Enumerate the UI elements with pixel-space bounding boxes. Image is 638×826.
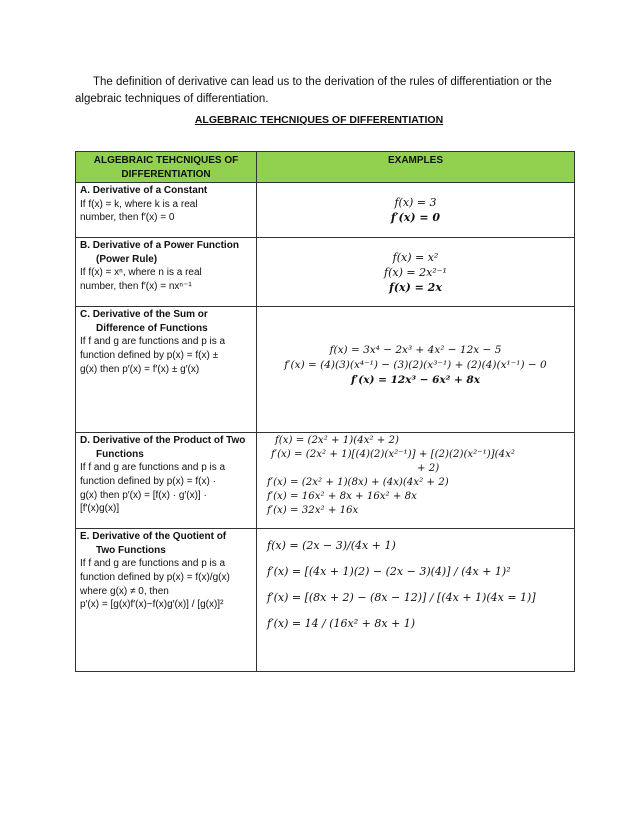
technique-cell bbox=[76, 238, 257, 307]
example-line: f′(x) = 14 / (16x² + 8x + 1) bbox=[267, 617, 416, 631]
technique-desc-line: If f(x) = xⁿ, where n is a real bbox=[80, 267, 202, 279]
technique-heading: C. Derivative of the Sum or bbox=[80, 309, 208, 321]
table-row bbox=[76, 183, 575, 238]
example-result: f′(x) = 12x³ − 6x² + 8x bbox=[350, 374, 480, 387]
example-line: f′(x) = (2x² + 1)[(4)(2)(x²⁻¹)] + [(2)(2)(x²⁻¹)](4x² bbox=[271, 449, 515, 461]
technique-heading-cont: Functions bbox=[96, 448, 144, 460]
technique-desc-line: p′(x) = [g(x)f′(x)−f(x)g′(x)] / [g(x)]² bbox=[80, 599, 224, 611]
example-line: f′(x) = 16x² + 8x + 16x² + 8x bbox=[267, 491, 417, 503]
header-examples: EXAMPLES bbox=[257, 152, 575, 183]
example-result: f′(x) = 0 bbox=[390, 211, 441, 225]
header-techniques: ALGEBRAIC TEHCNIQUES OF DIFFERENTIATION bbox=[76, 152, 257, 183]
table-header-row bbox=[76, 152, 575, 183]
differentiation-table bbox=[75, 151, 575, 672]
technique-cell bbox=[76, 183, 257, 238]
example-line: f′(x) = [(8x + 2) − (8x − 12)] / [(4x + 1)(4x = 1)] bbox=[267, 591, 536, 605]
technique-desc-line: number, then f′(x) = 0 bbox=[80, 212, 175, 224]
example-line: f(x) = 2x²⁻¹ bbox=[384, 265, 447, 279]
example-line: f(x) = 3 bbox=[394, 196, 437, 210]
technique-heading-cont: Two Functions bbox=[96, 544, 166, 556]
table-row bbox=[76, 307, 575, 433]
example-line: + 2) bbox=[417, 463, 440, 475]
example-cell bbox=[257, 307, 575, 433]
technique-desc-line: [f′(x)g(x)] bbox=[80, 503, 120, 515]
technique-cell bbox=[76, 529, 257, 672]
technique-heading: D. Derivative of the Product of Two bbox=[80, 435, 246, 447]
technique-desc-line: function defined by p(x) = f(x) · bbox=[80, 475, 216, 487]
technique-desc-line: function defined by p(x) = f(x)/g(x) bbox=[80, 571, 230, 583]
technique-desc-line: g(x) then p′(x) = f′(x) ± g′(x) bbox=[80, 363, 200, 375]
example-cell bbox=[257, 183, 575, 238]
example-line: f(x) = x² bbox=[392, 250, 439, 264]
example-cell bbox=[257, 529, 575, 672]
example-cell bbox=[257, 238, 575, 307]
technique-heading: B. Derivative of a Power Function bbox=[80, 240, 239, 252]
table-row bbox=[76, 529, 575, 672]
example-line: f′(x) = (4)(3)(x⁴⁻¹) − (3)(2)(x³⁻¹) + (2)(4)(x¹⁻¹) − 0 bbox=[284, 359, 547, 372]
technique-heading: A. Derivative of a Constant bbox=[80, 185, 208, 197]
example-line: f′(x) = (2x² + 1)(8x) + (4x)(4x² + 2) bbox=[267, 477, 449, 489]
section-title: ALGEBRAIC TEHCNIQUES OF DIFFERENTIATION bbox=[194, 114, 444, 126]
technique-desc-line: g(x) then p′(x) = [f(x) · g′(x)] · bbox=[80, 489, 207, 501]
example-line: f′(x) = [(4x + 1)(2) − (2x − 3)(4)] / (4x + 1)² bbox=[267, 565, 511, 579]
technique-desc-line: number, then f′(x) = nxⁿ⁻¹ bbox=[80, 280, 192, 292]
example-line: f(x) = 3x⁴ − 2x³ + 4x² − 12x − 5 bbox=[329, 344, 502, 357]
example-result: f(x) = 2x bbox=[389, 280, 442, 294]
example-cell bbox=[257, 433, 575, 529]
intro-paragraph: The definition of derivative can lead us to the derivation of the rules of differentiation or the algebraic techniques of differentiation. bbox=[75, 76, 552, 105]
table-row bbox=[76, 238, 575, 307]
technique-desc-line: If f and g are functions and p is a bbox=[80, 462, 226, 474]
example-line: f(x) = (2x − 3)/(4x + 1) bbox=[267, 539, 396, 553]
table-row bbox=[76, 433, 575, 529]
example-line: f(x) = (2x² + 1)(4x² + 2) bbox=[275, 435, 399, 447]
technique-cell bbox=[76, 433, 257, 529]
example-line: f′(x) = 32x² + 16x bbox=[267, 505, 359, 517]
technique-desc-line: If f(x) = k, where k is a real bbox=[80, 198, 198, 210]
technique-heading-cont: Difference of Functions bbox=[96, 322, 208, 334]
technique-desc-line: If f and g are functions and p is a bbox=[80, 336, 226, 348]
technique-heading-cont: (Power Rule) bbox=[96, 253, 158, 265]
technique-desc-line: If f and g are functions and p is a bbox=[80, 558, 226, 570]
technique-desc-line: function defined by p(x) = f(x) ± bbox=[80, 349, 219, 361]
technique-cell bbox=[76, 307, 257, 433]
technique-heading: E. Derivative of the Quotient of bbox=[80, 531, 227, 543]
technique-desc-line: where g(x) ≠ 0, then bbox=[80, 585, 169, 597]
